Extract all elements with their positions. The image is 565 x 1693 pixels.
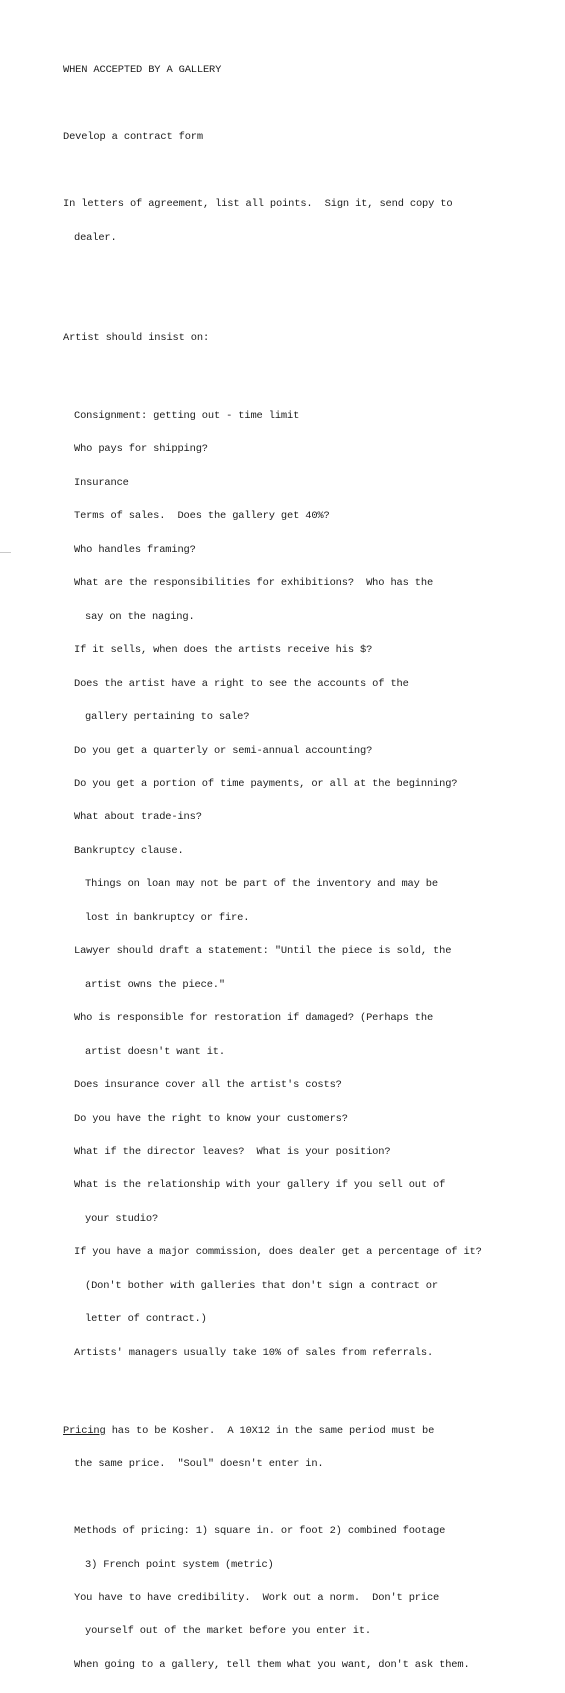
blank-line [63,166,543,177]
insist-heading: Artist should insist on: [63,331,210,344]
insist-item: lost in bankruptcy or fire. [85,911,250,924]
insist-item: What about trade-ins? [74,811,202,824]
insist-item: Consignment: getting out - time limit [74,410,300,422]
insist-item: artist owns the piece." [85,978,225,991]
methods-line: When going to a gallery, tell them what you want, don't ask them. [74,1658,470,1671]
insist-item: Does insurance cover all the artist's costs? [74,1079,342,1092]
intro-line: dealer. [74,231,117,244]
typewritten-text-block [63,43,543,1693]
page-edge-mark [0,552,11,553]
blank-line [63,366,543,377]
blank-line [63,99,543,110]
insist-item: Artists' managers usually take 10% of sales from referrals. [74,1346,434,1359]
methods-line: You have to have credibility. Work out a norm. Don't price [74,1592,440,1605]
insist-item: gallery pertaining to sale? [85,711,250,724]
intro-line: Develop a contract form [63,131,203,144]
methods-line: yourself out of the market before you enter it. [85,1625,372,1638]
insist-item: What are the responsibilities for exhibitions? Who has the [74,577,434,590]
pricing-line [63,1426,543,1437]
blank-line [63,299,543,310]
insist-item: What is the relationship with your gallery if you sell out of [74,1179,446,1192]
document-heading: WHEN ACCEPTED BY A GALLERY [63,64,222,77]
intro-line: In letters of agreement, list all points. Sign it, send copy to [63,198,453,211]
insist-item: Do you have the right to know your customers? [74,1112,348,1125]
insist-item: Who pays for shipping? [74,443,208,456]
insist-item: your studio? [85,1212,159,1225]
insist-item: Do you get a portion of time payments, or all at the beginning? [74,777,458,790]
insist-item: Bankruptcy clause. [74,844,184,857]
pricing-label: Pricing [63,1424,106,1437]
insist-item: say on the naging. [85,610,195,623]
insist-item: letter of contract.) [85,1313,207,1326]
methods-line: Methods of pricing: 1) square in. or foot 2) combined footage [74,1525,446,1538]
insist-item: Things on loan may not be part of the inventory and may be [85,878,438,891]
insist-item: What if the director leaves? What is your position? [74,1145,391,1158]
insist-item: Does the artist have a right to see the accounts of the [74,677,409,690]
blank-line [63,1493,543,1504]
blank-line [63,266,543,277]
insist-item: artist doesn't want it. [85,1045,225,1058]
methods-line: 3) French point system (metric) [85,1558,274,1571]
blank-line [63,1392,543,1403]
insist-item: Terms of sales. Does the gallery get 40%? [74,510,330,523]
insist-item: If it sells, when does the artists receive his $? [74,644,373,657]
insist-item: Who handles framing? [74,543,196,556]
pricing-text: has to be Kosher. A 10X12 in the same period must be [105,1424,435,1437]
insist-item: Insurance [74,476,129,489]
pricing-continuation: the same price. "Soul" doesn't enter in. [74,1458,324,1471]
insist-item: Lawyer should draft a statement: "Until the piece is sold, the [74,945,452,958]
insist-item: If you have a major commission, does dealer get a percentage of it? [74,1246,482,1259]
insist-item: (Don't bother with galleries that don't sign a contract or [85,1279,438,1292]
insist-item: Who is responsible for restoration if damaged? (Perhaps the [74,1012,434,1025]
insist-item: Do you get a quarterly or semi-annual accounting? [74,744,373,757]
